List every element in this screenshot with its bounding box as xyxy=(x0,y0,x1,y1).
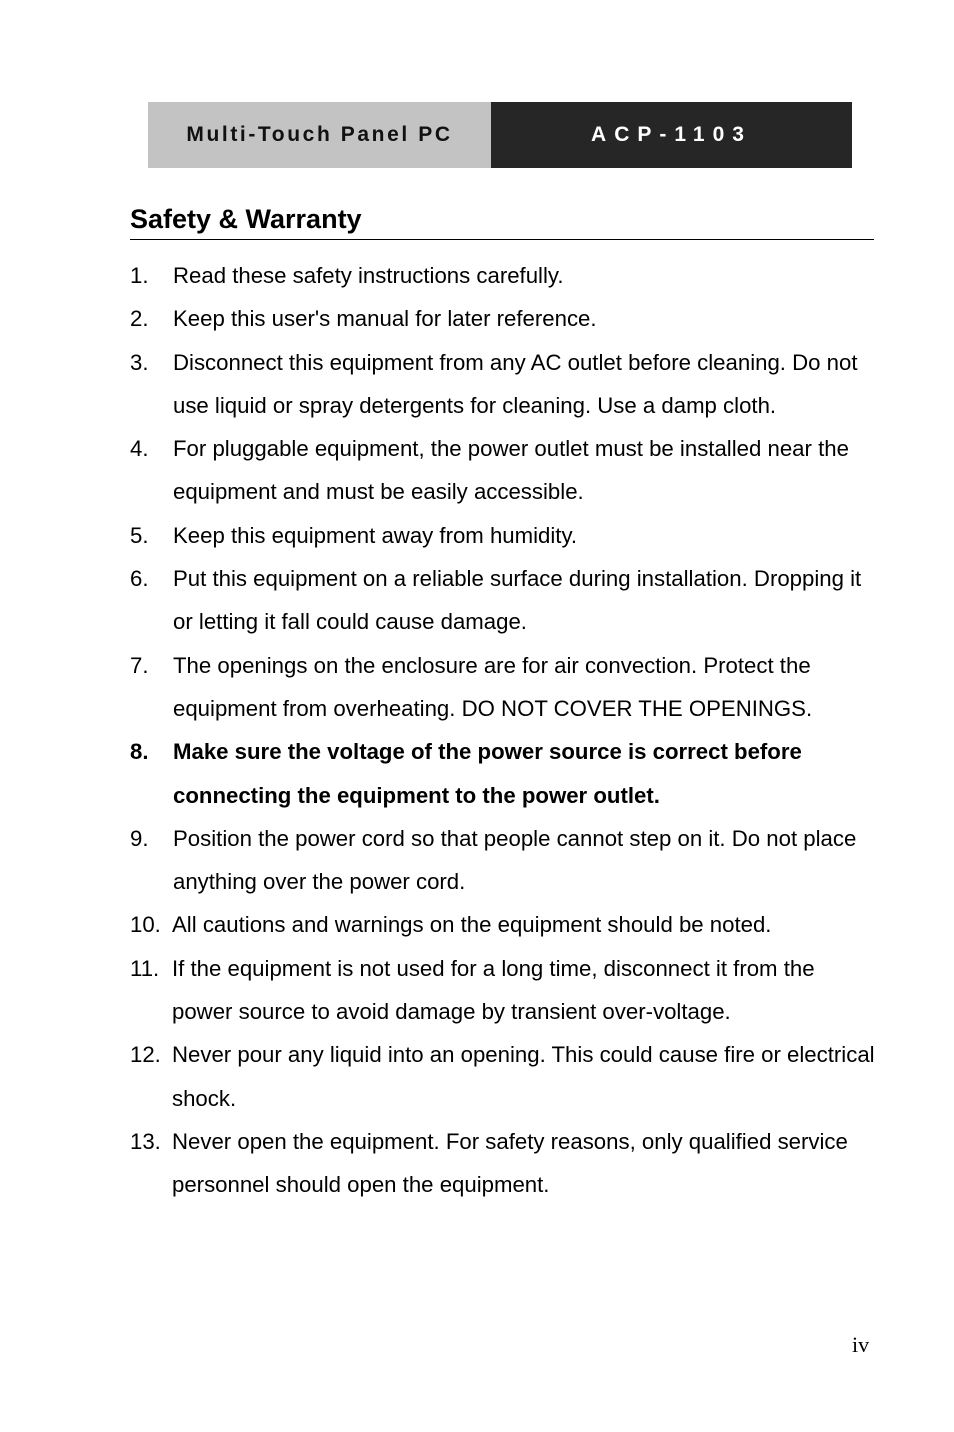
item-text: Keep this user's manual for later reference. xyxy=(173,306,597,332)
list-item xyxy=(130,947,880,1034)
item-number: 2. xyxy=(130,306,149,332)
list-item xyxy=(130,341,880,428)
list-item xyxy=(130,817,880,904)
item-text: If the equipment is not used for a long time, disconnect it from the power source to avoid damage by transient over-voltage. xyxy=(172,955,815,1025)
item-number: 10. xyxy=(130,912,161,938)
item-number: 13. xyxy=(130,1128,161,1154)
list-item xyxy=(130,1033,880,1120)
item-number: 4. xyxy=(130,436,149,462)
title-divider xyxy=(130,239,874,240)
item-text: Never pour any liquid into an opening. This could cause fire or electrical shock. xyxy=(172,1042,875,1111)
list-item-warning xyxy=(130,730,880,817)
list-item xyxy=(130,644,880,731)
section-title: Safety & Warranty xyxy=(130,204,362,234)
item-text: For pluggable equipment, the power outlet must be installed near the equipment and must be easily accessible. xyxy=(173,436,849,505)
safety-instructions-list xyxy=(130,254,880,1207)
item-number: 7. xyxy=(130,652,149,678)
item-text: Make sure the voltage of the power source is correct before connecting the equipment to the power outlet. xyxy=(173,739,802,808)
item-number: 5. xyxy=(130,522,149,548)
item-text: The openings on the enclosure are for air convection. Protect the equipment from overheating. DO NOT COVER THE OPENINGS. xyxy=(173,652,813,721)
model-label: ACP-1103 xyxy=(491,102,852,168)
document-header xyxy=(148,102,852,168)
item-text: Position the power cord so that people cannot step on it. Do not place anything over the power cord. xyxy=(173,825,857,895)
list-item xyxy=(130,1120,880,1207)
list-item xyxy=(130,254,880,297)
list-item xyxy=(130,557,880,644)
item-number: 9. xyxy=(130,825,149,851)
item-number: 1. xyxy=(130,263,149,288)
item-text: All cautions and warnings on the equipment should be noted. xyxy=(172,912,772,938)
item-text: Keep this equipment away from humidity. xyxy=(173,522,578,548)
list-item xyxy=(130,903,880,946)
item-text: Never open the equipment. For safety reasons, only qualified service personnel should open the equipment. xyxy=(172,1128,848,1198)
item-number: 3. xyxy=(130,349,149,375)
item-number: 8. xyxy=(130,739,149,765)
list-item xyxy=(130,427,880,514)
page-number: iv xyxy=(852,1332,870,1357)
product-line-label: Multi-Touch Panel PC xyxy=(148,102,491,168)
item-number: 11. xyxy=(130,955,160,981)
item-text: Disconnect this equipment from any AC outlet before cleaning. Do not use liquid or spray detergents for cleaning. Use a damp cloth. xyxy=(173,349,858,418)
item-text: Put this equipment on a reliable surface during installation. Dropping it or letting it fall could cause damage. xyxy=(173,566,862,635)
item-text: Read these safety instructions carefully. xyxy=(173,263,564,288)
item-number: 6. xyxy=(130,566,149,592)
item-number: 12. xyxy=(130,1042,161,1068)
list-item xyxy=(130,297,880,340)
list-item xyxy=(130,514,880,557)
